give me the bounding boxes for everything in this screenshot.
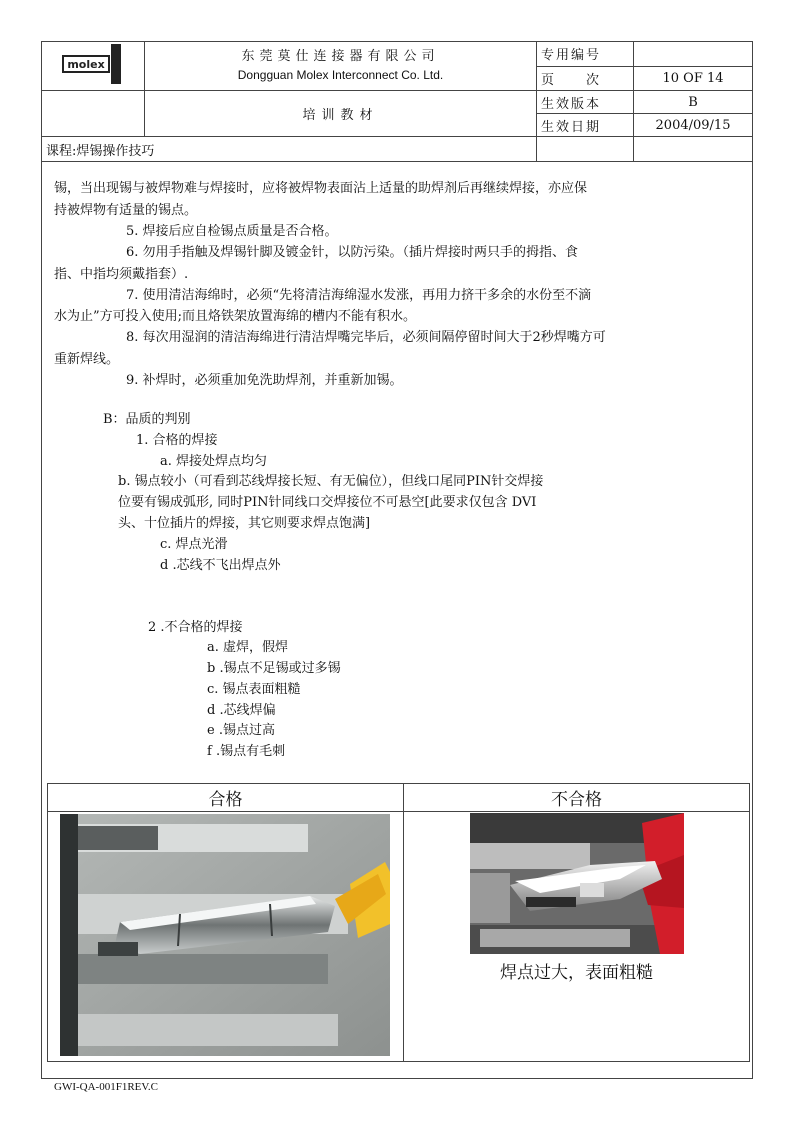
fail-item: c. 锡点表面粗糙 [207, 682, 301, 697]
field-label-date: 生效日期 [537, 114, 634, 137]
fail-item: e .锡点过高 [207, 723, 275, 738]
pass-photo-cell [48, 812, 404, 1062]
body-line: 7. 使用清洁海绵时，必须“先将清洁海绵湿水发涨，再用力挤干多余的水份至不滴 [126, 288, 592, 303]
pass-item: 头、十位插片的焊接，其它则要求焊点饱满] [118, 516, 371, 531]
body-line: 指、中指均须戴指套）. [54, 267, 189, 282]
company-name-en: Dongguan Molex Interconnect Co. Ltd. [237, 68, 444, 82]
body-line: 水为止”方可投入使用;而且烙铁架放置海绵的槽内不能有积水。 [54, 309, 417, 324]
pass-item: d .芯线不飞出焊点外 [160, 558, 281, 573]
course-title: 课程:焊锡操作技巧 [42, 137, 537, 162]
field-value-version: B [634, 91, 753, 114]
field-label-version: 生效版本 [537, 91, 634, 114]
body-line: 重新焊线。 [54, 352, 120, 367]
pass-column-header: 合格 [48, 784, 404, 812]
section-b-heading: B：品质的判别 [103, 412, 191, 427]
body-line: 锡，当出现锡与被焊物难与焊接时，应将被焊物表面沾上适量的助焊剂后再继续焊接，亦应保 [54, 181, 588, 196]
field-value-page: 10 OF 14 [634, 66, 753, 91]
field-value-code [634, 42, 753, 67]
logo-cell [42, 42, 145, 91]
fail-photo-cell [404, 812, 750, 1062]
document-header [41, 41, 753, 162]
fail-heading: 2 .不合格的焊接 [148, 620, 243, 635]
body-line: 9. 补焊时，必须重加免洗助焊剂，并重新加锡。 [126, 373, 403, 388]
pass-item: b. 锡点较小（可看到芯线焊接长短、有无偏位），但线口尾同PIN针交焊接 [118, 474, 544, 489]
body-line: 持被焊物有适量的锡点。 [54, 203, 198, 218]
field-label-page: 页 次 [537, 66, 634, 91]
body-line: 5. 焊接后应自检锡点质量是否合格。 [126, 224, 338, 239]
footer-form-code: GWI-QA-001F1REV.C [54, 1081, 158, 1093]
pass-item: c. 焊点光滑 [160, 537, 228, 552]
pass-item: a. 焊接处焊点均匀 [160, 454, 268, 469]
fail-column-header: 不合格 [404, 784, 750, 812]
doc-type: 培训教材 [145, 91, 537, 137]
pass-heading: 1. 合格的焊接 [136, 433, 218, 448]
fail-item: d .芯线焊偏 [207, 703, 276, 718]
fail-item: f .锡点有毛刺 [207, 744, 286, 759]
body-line: 6. 勿用手指触及焊锡针脚及镀金针，以防污染。（插片焊接时两只手的拇指、食 [126, 245, 579, 260]
molex-logo-icon [61, 42, 125, 86]
fail-photo-caption: 焊点过大，表面粗糙 [500, 963, 653, 983]
svg-text:molex: molex [67, 58, 105, 71]
fail-item: a. 虚焊，假焊 [207, 640, 289, 655]
bad-solder-joint-photo [470, 813, 684, 954]
company-name [145, 42, 537, 91]
company-name-cn: 东莞莫仕连接器有限公司 [241, 49, 440, 64]
field-value-date: 2004/09/15 [634, 114, 753, 137]
comparison-table [47, 783, 750, 1062]
field-label-code: 专用编号 [537, 42, 634, 67]
body-line: 8. 每次用湿润的清洁海绵进行清洁焊嘴完毕后，必须间隔停留时间大于2秒焊嘴方可 [126, 330, 606, 345]
fail-item: b .锡点不足锡或过多锡 [207, 661, 341, 676]
pass-item: 位要有锡成弧形, 同时PIN针同线口交焊接位不可悬空[此要求仅包含 DVI [118, 495, 537, 510]
good-solder-joint-photo [60, 814, 390, 1056]
